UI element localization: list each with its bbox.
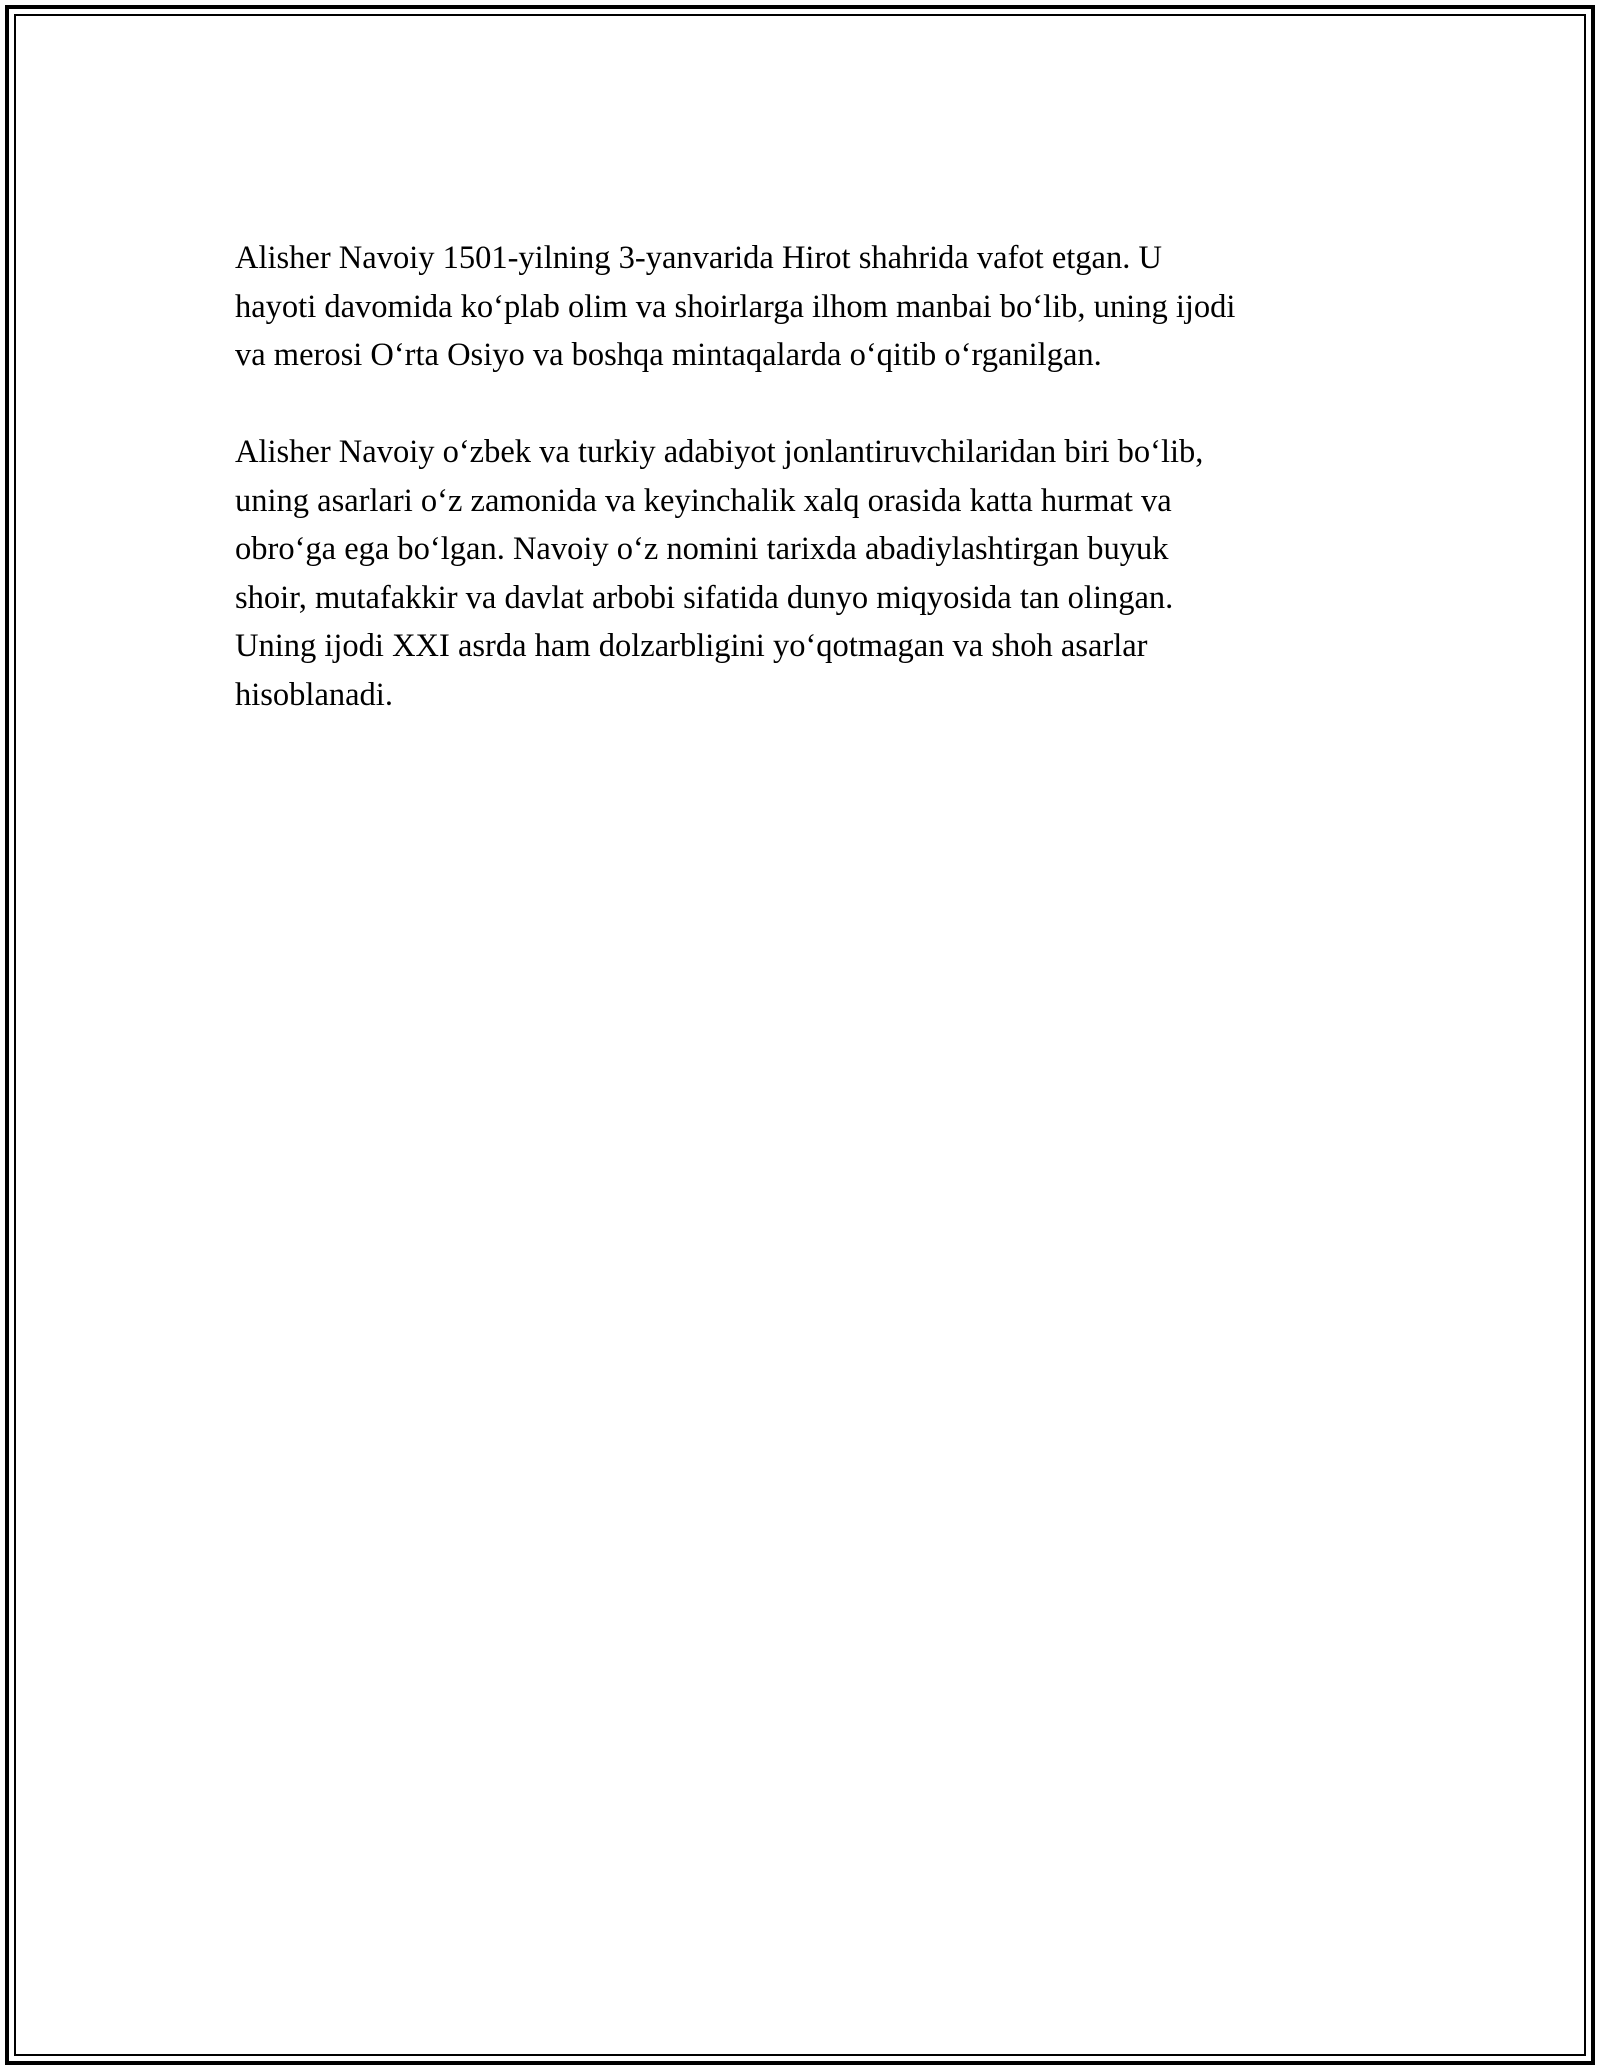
document-body bbox=[235, 234, 1365, 768]
paragraph-2: Alisher Navoiy o‘zbek va turkiy adabiyot jonlantiruvchilaridan biri bo‘lib, uning asarlari o‘z zamonida va keyinchalik xalq orasida katta hurmat va obro‘ga ega bo‘lgan. Navoiy o‘z nomini tarixda abadiylashtirgan buyuk shoir, mutafakkir va davlat arbobi sifatida dunyo miqyosida tan olingan. Uning ijodi XXI asrda ham dolzarbligini yo‘qotmagan va shoh asarlar hisoblanadi. bbox=[235, 434, 1204, 713]
paragraph-1: Alisher Navoiy 1501-yilning 3-yanvarida Hirot shahrida vafot etgan. U hayoti davomida ko‘plab olim va shoirlarga ilhom manbai bo‘lib, uning ijodi va merosi O‘rta Osiyo va boshqa mintaqalarda o‘qitib o‘rganilgan. bbox=[235, 240, 1236, 373]
